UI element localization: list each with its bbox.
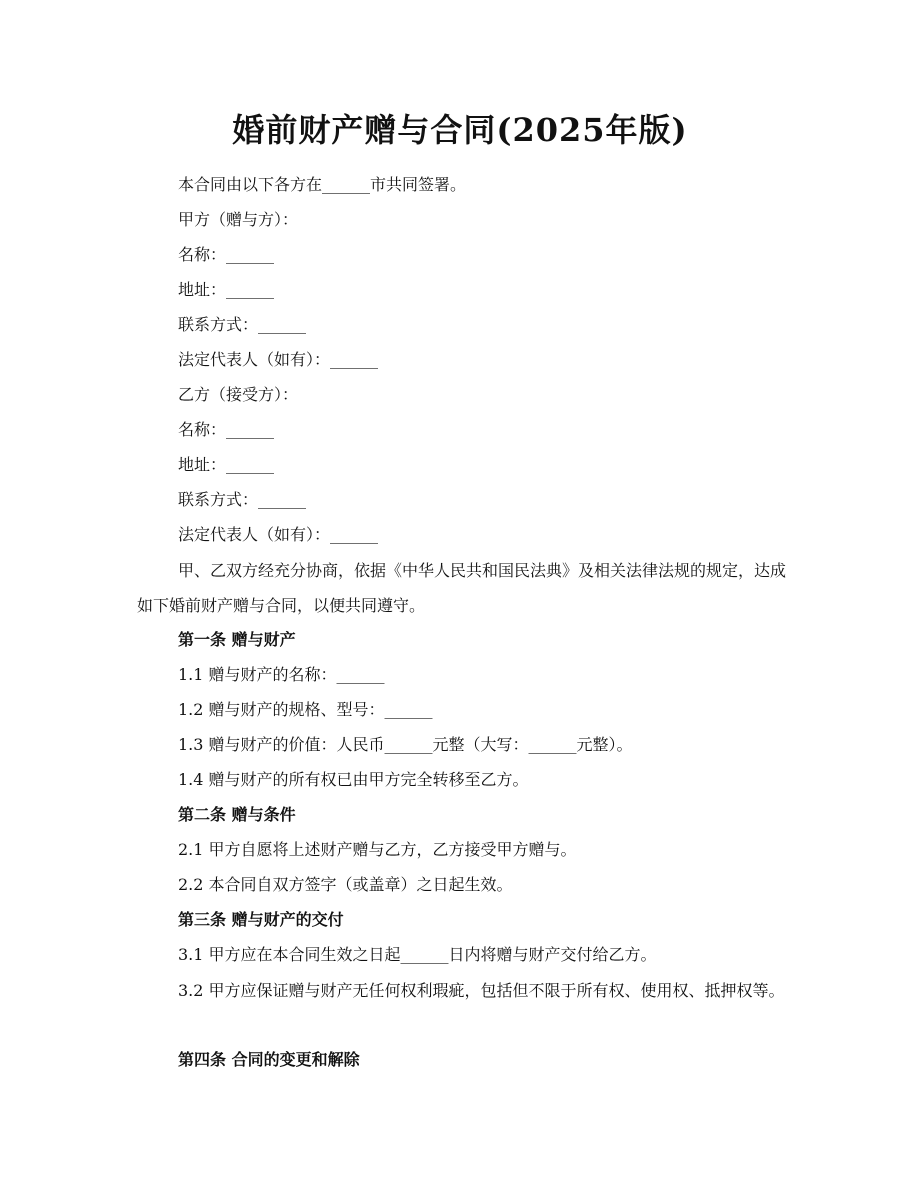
- party-b-contact: 联系方式：______: [178, 490, 307, 509]
- clause-2-2: 2.2 本合同自双方签字（或盖章）之日起生效。: [178, 875, 513, 894]
- party-a-address: 地址：______: [178, 280, 275, 299]
- clause-1-2: 1.2 赠与财产的规格、型号：______: [178, 700, 433, 719]
- clause-1-3: 1.3 赠与财产的价值：人民币______元整（大写：______元整）。: [178, 735, 633, 754]
- clause-2-1: 2.1 甲方自愿将上述财产赠与乙方，乙方接受甲方赠与。: [178, 840, 577, 859]
- article-3-heading: 第三条 赠与财产的交付: [178, 910, 344, 929]
- intro-paragraph: 本合同由以下各方在______市共同签署。: [178, 175, 467, 194]
- party-b-address: 地址：______: [178, 455, 275, 474]
- party-b-heading: 乙方（接受方）：: [178, 385, 299, 404]
- party-a-contact: 联系方式：______: [178, 315, 307, 334]
- party-a-heading: 甲方（赠与方）：: [178, 210, 299, 229]
- article-4-heading: 第四条 合同的变更和解除: [178, 1050, 360, 1069]
- clause-3-1: 3.1 甲方应在本合同生效之日起______日内将赠与财产交付给乙方。: [178, 945, 657, 964]
- clause-1-4: 1.4 赠与财产的所有权已由甲方完全转移至乙方。: [178, 770, 529, 789]
- party-b-name: 名称：______: [178, 420, 275, 439]
- clause-1-1: 1.1 赠与财产的名称：______: [178, 665, 385, 684]
- party-b-representative: 法定代表人（如有）：______: [178, 525, 379, 544]
- party-a-representative: 法定代表人（如有）：______: [178, 350, 379, 369]
- article-1-heading: 第一条 赠与财产: [178, 630, 296, 649]
- document-title: 婚前财产赠与合同(2025年版): [232, 111, 688, 149]
- clause-3-2: 3.2 甲方应保证赠与财产无任何权利瑕疵，包括但不限于所有权、使用权、抵押权等。: [178, 981, 785, 1000]
- preamble-paragraph: 甲、乙双方经充分协商，依据《中华人民共和国民法典》及相关法律法规的规定，达成如下婚前财产赠与合同，以便共同遵守。: [137, 561, 787, 615]
- article-2-heading: 第二条 赠与条件: [178, 805, 296, 824]
- party-a-name: 名称：______: [178, 245, 275, 264]
